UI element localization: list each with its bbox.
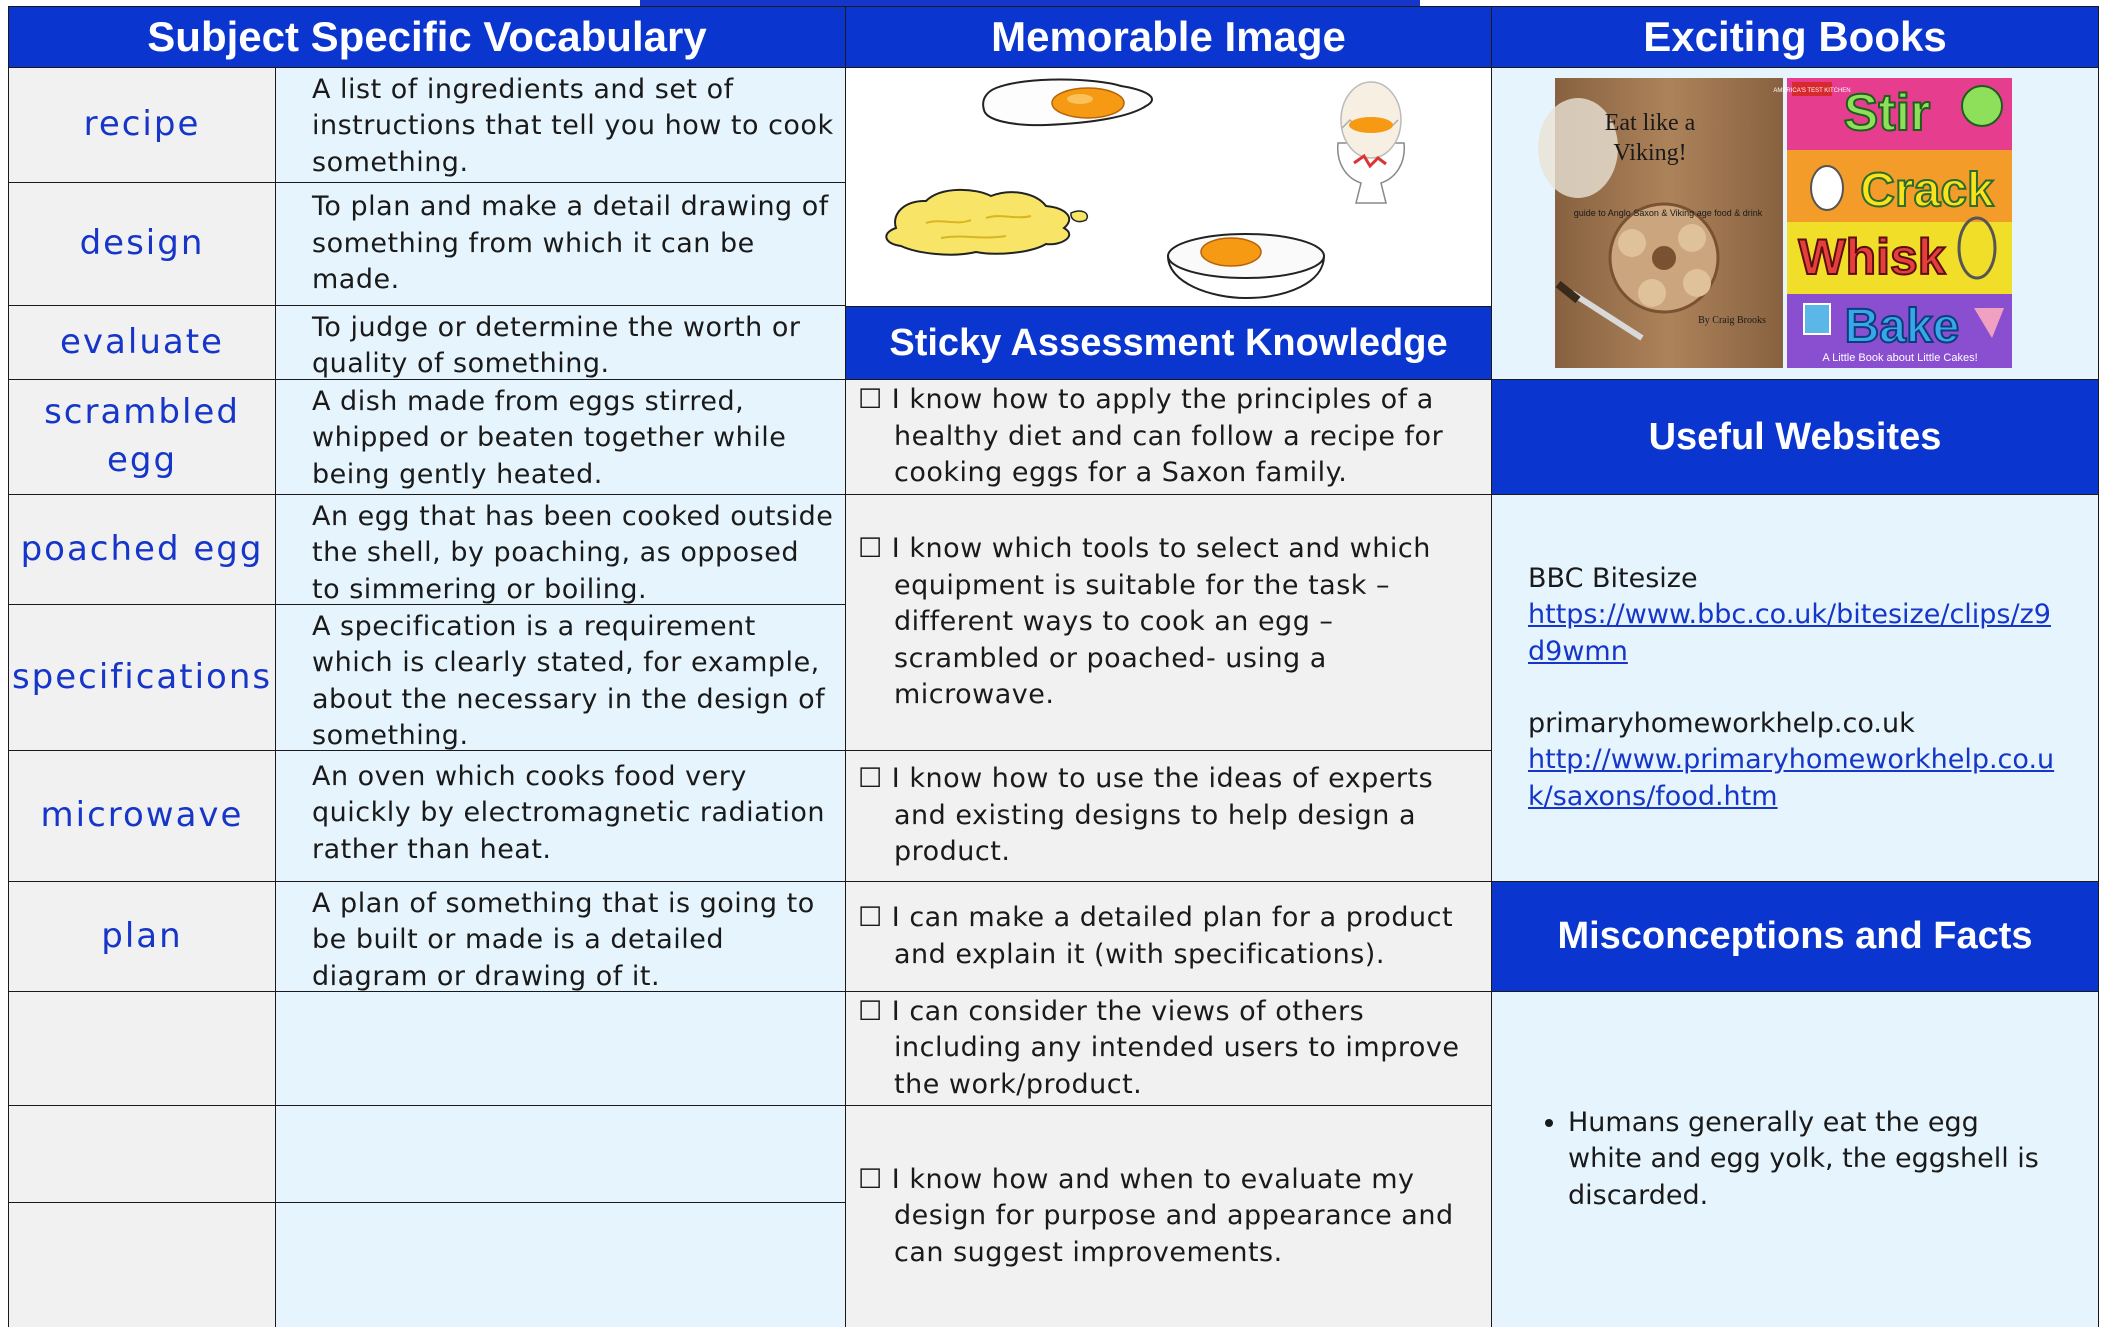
knowledge-item <box>845 379 1492 495</box>
book-covers <box>1492 68 2099 380</box>
knowledge-item <box>845 991 1492 1106</box>
sticky-knowledge-header: Sticky Assessment Knowledge <box>845 306 1492 380</box>
eggs-illustration <box>846 68 1492 307</box>
egg-icon <box>1811 166 1843 210</box>
boiled-egg-icon <box>1338 82 1405 203</box>
fried-egg-icon <box>983 80 1152 126</box>
spoon-icon <box>1962 86 2002 126</box>
vocab-definition <box>275 182 846 306</box>
memorable-image-header: Memorable Image <box>845 6 1492 68</box>
book-word-whisk: Whisk <box>1798 229 1946 285</box>
vocab-definition-empty <box>275 991 846 1106</box>
vocab-term: recipe <box>8 67 276 183</box>
website-name: primaryhomeworkhelp.co.uk <box>1528 708 1915 739</box>
book-word-crack: Crack <box>1860 164 1994 217</box>
vocab-term: poached egg <box>8 494 276 605</box>
vocab-header: Subject Specific Vocabulary <box>8 6 846 68</box>
vocab-term: evaluate <box>8 305 276 380</box>
exciting-books-header: Exciting Books <box>1491 6 2099 68</box>
knowledge-text: ☐ I know how to use the ideas of experts and existing designs to help design a product. <box>858 763 1434 868</box>
vocab-definition-text: To plan and make a detail drawing of something from which it can be made. <box>312 191 829 296</box>
knowledge-item <box>845 881 1492 992</box>
vocab-definition-empty <box>275 1105 846 1203</box>
viking-book-title: Eat like a <box>1604 110 1696 136</box>
vocab-term-empty <box>8 991 276 1106</box>
misconceptions-panel <box>1491 991 2099 1327</box>
knowledge-text: ☐ I can make a detailed plan for a product and explain it (with specifications). <box>858 902 1454 970</box>
viking-book-cover <box>1538 78 1783 368</box>
vocab-term-empty <box>8 1202 276 1327</box>
vocab-term: design <box>8 182 276 306</box>
cup-icon <box>1804 304 1830 334</box>
scrambled-egg-icon <box>886 190 1087 255</box>
memorable-image-panel <box>845 67 1492 307</box>
vocab-term-empty <box>8 1105 276 1203</box>
vocab-term: plan <box>8 881 276 992</box>
stir-crack-book-cover <box>1773 78 2012 368</box>
spacer <box>1528 670 2068 706</box>
vocab-definition: A plan of something that is going to be built or made is a detailed diagram or drawing of it. <box>275 881 846 992</box>
book-tagline: A Little Book about Little Cakes! <box>1822 352 1978 364</box>
website-link[interactable]: http://www.primaryhomeworkhelp.co.uk/saxons/food.htm <box>1528 744 2055 812</box>
books-panel <box>1491 67 2099 380</box>
book-word-bake: Bake <box>1844 300 1960 353</box>
knowledge-text: ☐ I know how to apply the principles of a healthy diet and can follow a recipe for cooking eggs for a Saxon family. <box>858 384 1444 489</box>
viking-book-subtitle: guide to Anglo Saxon & Viking age food & drink <box>1573 208 1763 218</box>
knowledge-text: ☐ I know which tools to select and which equipment is suitable for the task – different ways to cook an egg – scrambled or poached- using a microwave. <box>858 533 1431 711</box>
misconception-item: • Humans generally eat the egg white and egg yolk, the eggshell is discarded. <box>1568 1105 2058 1214</box>
websites-panel <box>1491 494 2099 882</box>
vocab-definition: A list of ingredients and set of instructions that tell you how to cook something. <box>275 67 846 183</box>
misconceptions-list <box>1528 1105 2058 1214</box>
knowledge-item <box>845 750 1492 882</box>
viking-book-title-2: Viking! <box>1613 140 1687 166</box>
website-link[interactable]: https://www.bbc.co.uk/bitesize/clips/z9d9wmn <box>1528 599 2051 667</box>
vocab-term: microwave <box>8 750 276 882</box>
vocab-definition: An egg that has been cooked outside the shell, by poaching, as opposed to simmering or boiling. <box>275 494 846 605</box>
misconceptions-header: Misconceptions and Facts <box>1491 881 2099 992</box>
knowledge-text: ☐ I know how and when to evaluate my design for purpose and appearance and can suggest improvements. <box>858 1163 1454 1268</box>
vocab-definition: A dish made from eggs stirred, whipped or beaten together while being gently heated. <box>275 379 846 495</box>
knowledge-item <box>845 494 1492 751</box>
vocab-definition: To judge or determine the worth or quality of something. <box>275 305 846 380</box>
vocab-definition: An oven which cooks food very quickly by electromagnetic radiation rather than heat. <box>275 750 846 882</box>
viking-book-author: By Craig Brooks <box>1698 315 1766 326</box>
useful-websites-header: Useful Websites <box>1491 379 2099 495</box>
book-word-stir: Stir <box>1843 84 1931 142</box>
vocab-term: specifications <box>8 604 276 751</box>
publisher-label: AMERICA'S TEST KITCHEN <box>1773 88 1851 94</box>
vocab-term: scrambled egg <box>8 379 276 495</box>
vocab-definition: A specification is a requirement which is clearly stated, for example, about the necessary in the design of something. <box>275 604 846 751</box>
knowledge-text: ☐ I can consider the views of others including any intended users to improve the work/product. <box>858 995 1460 1100</box>
poached-egg-icon <box>1168 234 1324 298</box>
website-name: BBC Bitesize <box>1528 562 1698 594</box>
knowledge-item <box>845 1105 1492 1327</box>
vocab-definition-empty <box>275 1202 846 1327</box>
